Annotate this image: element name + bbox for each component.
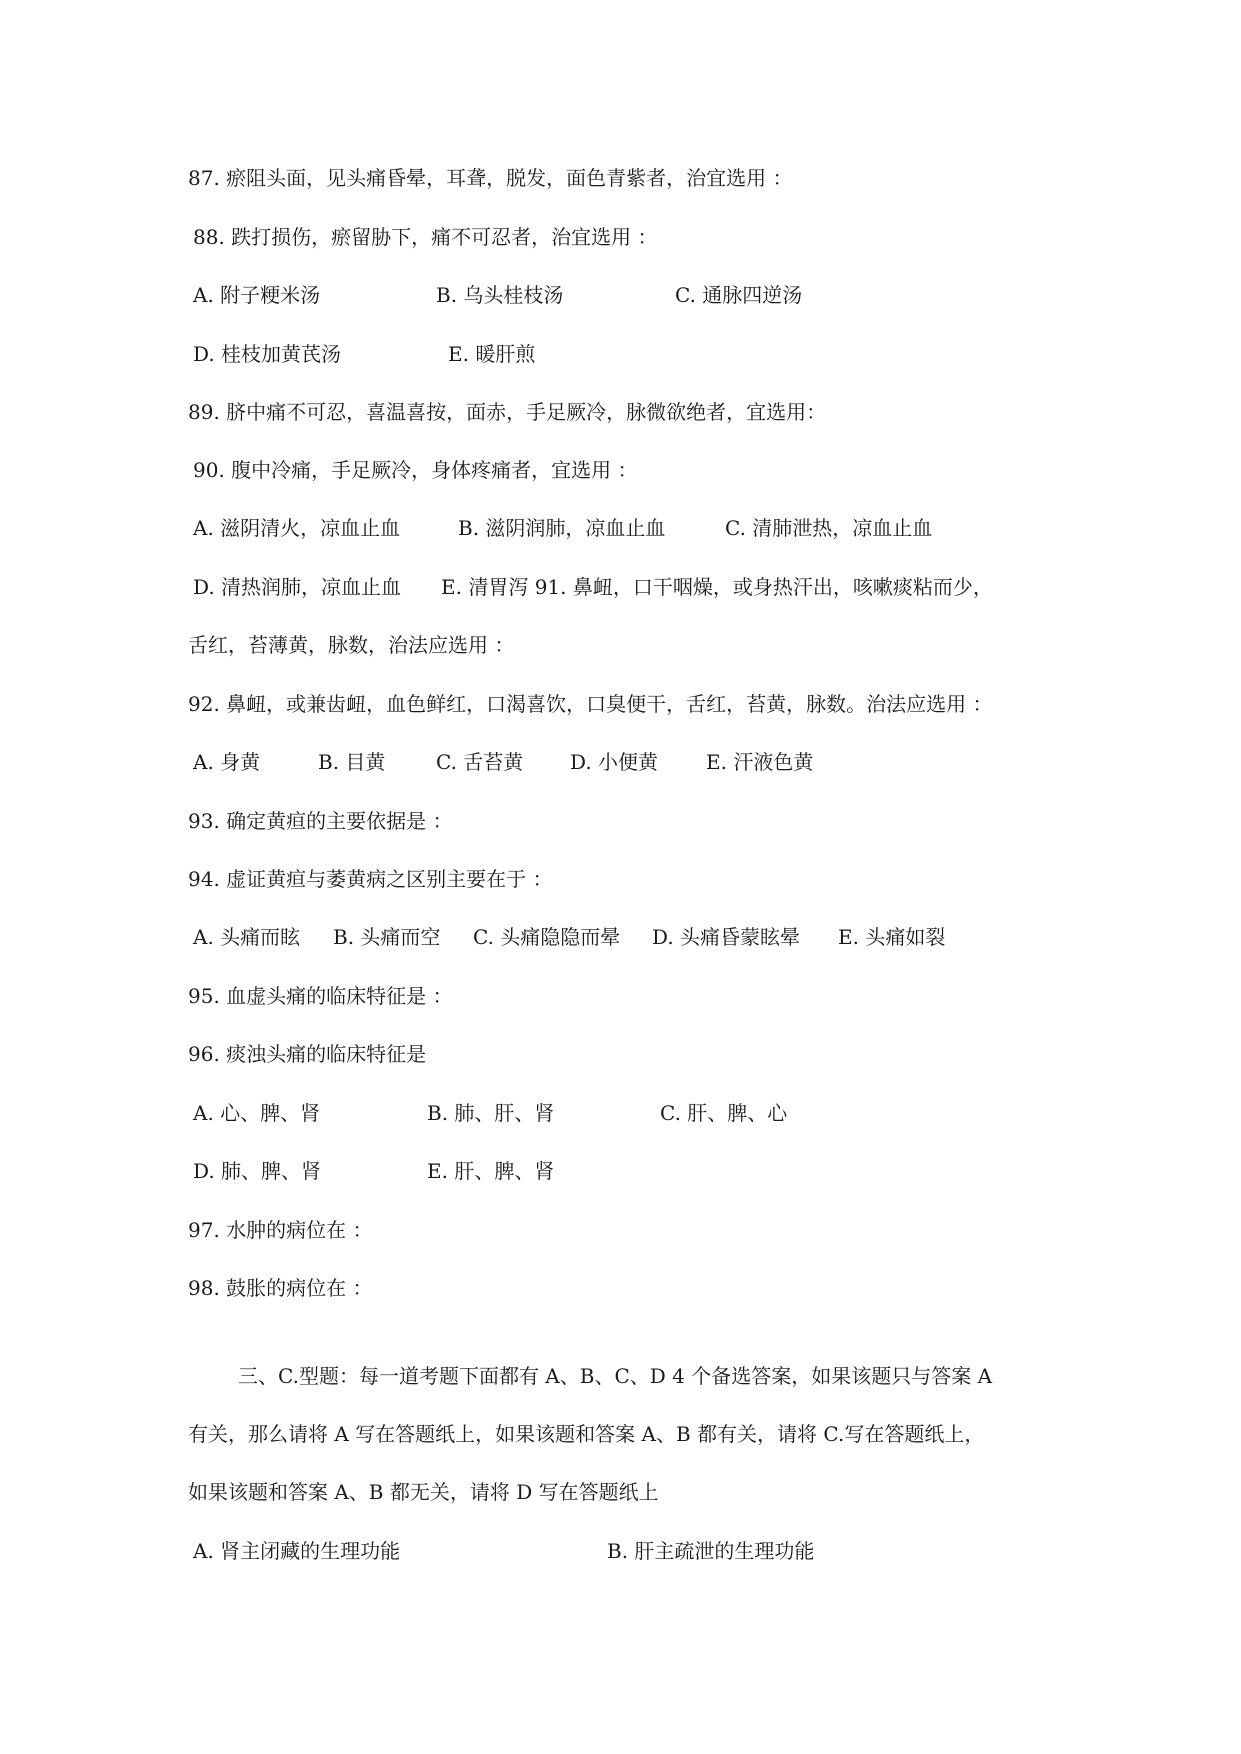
question-92: 92. 鼻衄，或兼齿衄，血色鲜红，口渴喜饮，口臭便干，舌红，苔黄，脉数。治法应选用 ： (188, 692, 993, 716)
section-3-instructions-line-2: 有关，那么请将 A 写在答题纸上，如果该题和答案 A、B 都有关，请将 C.写在答题纸上， (188, 1422, 985, 1446)
option-e: E. 暖肝煎 (448, 342, 536, 366)
question-90: 90. 腹中冷痛，手足厥冷，身体疼痛者，宜选用 ： (193, 458, 638, 482)
section-3-instructions-line-3: 如果该题和答案 A、B 都无关，请将 D 写在答题纸上 (188, 1480, 659, 1504)
option-a: A. 肾主闭藏的生理功能 (193, 1539, 401, 1563)
option-a: A. 滋阴清火，凉血止血 (193, 516, 401, 540)
question-89: 89. 脐中痛不可忍，喜温喜按，面赤，手足厥冷，脉微欲绝者，宜选用： (188, 400, 827, 424)
option-c: C. 头痛隐隐而晕 (473, 925, 621, 949)
option-c: C. 肝、脾、心 (660, 1101, 788, 1125)
options-de-question-91: D. 清热润肺，凉血止血 E. 清胃泻 91. 鼻衄，口干咽燥，或身热汗出，咳嗽痰粘而少， (193, 575, 993, 599)
option-a: A. 附子粳米汤 (193, 283, 321, 307)
option-b: B. 滋阴润肺，凉血止血 (458, 516, 666, 540)
option-c: C. 通脉四逆汤 (675, 283, 803, 307)
question-97: 97. 水肿的病位在 ： (188, 1218, 373, 1242)
option-d: D. 小便黄 (570, 750, 659, 774)
question-88: 88. 跌打损伤，瘀留胁下，痛不可忍者，治宜选用 ： (193, 225, 658, 249)
option-e: E. 肝、脾、肾 (427, 1159, 555, 1183)
option-b: B. 乌头桂枝汤 (436, 283, 564, 307)
option-b: B. 头痛而空 (333, 925, 441, 949)
option-d: D. 头痛昏蒙眩晕 (652, 925, 801, 949)
question-98: 98. 鼓胀的病位在 ： (188, 1276, 373, 1300)
option-c: C. 舌苔黄 (436, 750, 524, 774)
option-e: E. 汗液色黄 (706, 750, 814, 774)
option-b: B. 目黄 (318, 750, 386, 774)
question-87: 87. 瘀阻头面，见头痛昏晕，耳聋，脱发，面色青紫者，治宜选用 ： (188, 166, 793, 190)
option-a: A. 身黄 (193, 750, 261, 774)
question-91-continued: 舌红，苔薄黄，脉数，治法应选用 ： (188, 633, 515, 657)
question-96: 96. 痰浊头痛的临床特征是 (188, 1042, 427, 1066)
question-93: 93. 确定黄疸的主要依据是 ： (188, 809, 453, 833)
option-d: D. 肺、脾、肾 (193, 1159, 322, 1183)
option-e: E. 头痛如裂 (838, 925, 946, 949)
option-a: A. 头痛而眩 (193, 925, 301, 949)
option-a: A. 心、脾、肾 (193, 1101, 321, 1125)
question-94: 94. 虚证黄疸与萎黄病之区别主要在于 ： (188, 867, 553, 891)
option-b: B. 肺、肝、肾 (427, 1101, 555, 1125)
option-b: B. 肝主疏泄的生理功能 (607, 1539, 815, 1563)
option-c: C. 清肺泄热，凉血止血 (725, 516, 933, 540)
question-95: 95. 血虚头痛的临床特征是 ： (188, 984, 453, 1008)
section-3-instructions-line-1: 三、C.型题：每一道考题下面都有 A、B、C、D 4 个备选答案，如果该题只与答案 A (238, 1364, 993, 1388)
option-d: D. 桂枝加黄芪汤 (193, 342, 342, 366)
